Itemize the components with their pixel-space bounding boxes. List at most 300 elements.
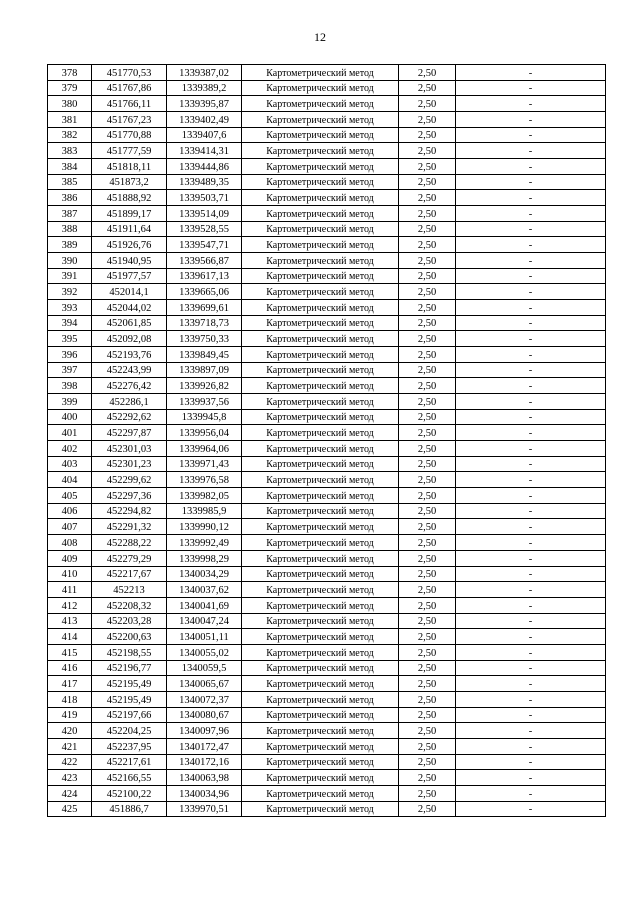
- accuracy-cell: 2,50: [399, 174, 456, 190]
- y-coordinate-cell: 1340172,16: [167, 754, 242, 770]
- x-coordinate-cell: 452299,62: [92, 472, 167, 488]
- extra-cell: -: [456, 707, 606, 723]
- accuracy-cell: 2,50: [399, 300, 456, 316]
- point-number-cell: 424: [48, 785, 92, 801]
- extra-cell: -: [456, 488, 606, 504]
- accuracy-cell: 2,50: [399, 347, 456, 363]
- extra-cell: -: [456, 691, 606, 707]
- method-cell: Картометрический метод: [242, 582, 399, 598]
- table-row: [48, 707, 606, 723]
- method-cell: Картометрический метод: [242, 707, 399, 723]
- accuracy-cell: 2,50: [399, 284, 456, 300]
- table-row: [48, 644, 606, 660]
- method-cell: Картометрический метод: [242, 347, 399, 363]
- extra-cell: -: [456, 425, 606, 441]
- extra-cell: -: [456, 394, 606, 410]
- y-coordinate-cell: 1339528,55: [167, 221, 242, 237]
- point-number-cell: 395: [48, 331, 92, 347]
- extra-cell: -: [456, 723, 606, 739]
- x-coordinate-cell: 451766,11: [92, 96, 167, 112]
- x-coordinate-cell: 451770,53: [92, 65, 167, 81]
- point-number-cell: 408: [48, 535, 92, 551]
- method-cell: Картометрический метод: [242, 221, 399, 237]
- table-row: [48, 503, 606, 519]
- extra-cell: -: [456, 456, 606, 472]
- y-coordinate-cell: 1339985,9: [167, 503, 242, 519]
- table-row: [48, 190, 606, 206]
- extra-cell: -: [456, 237, 606, 253]
- method-cell: Картометрический метод: [242, 300, 399, 316]
- table-row: [48, 409, 606, 425]
- point-number-cell: 393: [48, 300, 92, 316]
- coordinates-table: [47, 64, 606, 817]
- x-coordinate-cell: 452200,63: [92, 629, 167, 645]
- extra-cell: -: [456, 300, 606, 316]
- point-number-cell: 402: [48, 441, 92, 457]
- accuracy-cell: 2,50: [399, 441, 456, 457]
- point-number-cell: 400: [48, 409, 92, 425]
- method-cell: Картометрический метод: [242, 456, 399, 472]
- accuracy-cell: 2,50: [399, 253, 456, 269]
- table-row: [48, 754, 606, 770]
- x-coordinate-cell: 452166,55: [92, 770, 167, 786]
- extra-cell: -: [456, 80, 606, 96]
- method-cell: Картометрический метод: [242, 253, 399, 269]
- y-coordinate-cell: 1339503,71: [167, 190, 242, 206]
- y-coordinate-cell: 1339750,33: [167, 331, 242, 347]
- accuracy-cell: 2,50: [399, 237, 456, 253]
- x-coordinate-cell: 451777,59: [92, 143, 167, 159]
- y-coordinate-cell: 1339395,87: [167, 96, 242, 112]
- table-row: [48, 723, 606, 739]
- y-coordinate-cell: 1340097,96: [167, 723, 242, 739]
- extra-cell: -: [456, 472, 606, 488]
- extra-cell: -: [456, 503, 606, 519]
- x-coordinate-cell: 452061,85: [92, 315, 167, 331]
- method-cell: Картометрический метод: [242, 378, 399, 394]
- table-row: [48, 691, 606, 707]
- point-number-cell: 403: [48, 456, 92, 472]
- accuracy-cell: 2,50: [399, 394, 456, 410]
- point-number-cell: 412: [48, 597, 92, 613]
- accuracy-cell: 2,50: [399, 582, 456, 598]
- y-coordinate-cell: 1340072,37: [167, 691, 242, 707]
- extra-cell: -: [456, 770, 606, 786]
- method-cell: Картометрический метод: [242, 362, 399, 378]
- x-coordinate-cell: 451911,64: [92, 221, 167, 237]
- table-row: [48, 785, 606, 801]
- x-coordinate-cell: 451899,17: [92, 206, 167, 222]
- y-coordinate-cell: 1340037,62: [167, 582, 242, 598]
- x-coordinate-cell: 452301,03: [92, 441, 167, 457]
- table-row: [48, 394, 606, 410]
- x-coordinate-cell: 452217,61: [92, 754, 167, 770]
- point-number-cell: 387: [48, 206, 92, 222]
- y-coordinate-cell: 1339849,45: [167, 347, 242, 363]
- y-coordinate-cell: 1339937,56: [167, 394, 242, 410]
- point-number-cell: 382: [48, 127, 92, 143]
- x-coordinate-cell: 452204,25: [92, 723, 167, 739]
- x-coordinate-cell: 452286,1: [92, 394, 167, 410]
- table-row: [48, 347, 606, 363]
- point-number-cell: 389: [48, 237, 92, 253]
- y-coordinate-cell: 1339489,35: [167, 174, 242, 190]
- point-number-cell: 414: [48, 629, 92, 645]
- extra-cell: -: [456, 738, 606, 754]
- table-row: [48, 488, 606, 504]
- method-cell: Картометрический метод: [242, 488, 399, 504]
- extra-cell: -: [456, 613, 606, 629]
- y-coordinate-cell: 1340034,29: [167, 566, 242, 582]
- point-number-cell: 380: [48, 96, 92, 112]
- point-number-cell: 421: [48, 738, 92, 754]
- point-number-cell: 423: [48, 770, 92, 786]
- y-coordinate-cell: 1340065,67: [167, 676, 242, 692]
- y-coordinate-cell: 1339998,29: [167, 550, 242, 566]
- method-cell: Картометрический метод: [242, 785, 399, 801]
- method-cell: Картометрический метод: [242, 80, 399, 96]
- extra-cell: -: [456, 644, 606, 660]
- x-coordinate-cell: 451926,76: [92, 237, 167, 253]
- accuracy-cell: 2,50: [399, 268, 456, 284]
- extra-cell: -: [456, 127, 606, 143]
- extra-cell: -: [456, 362, 606, 378]
- accuracy-cell: 2,50: [399, 550, 456, 566]
- x-coordinate-cell: 452208,32: [92, 597, 167, 613]
- x-coordinate-cell: 452044,02: [92, 300, 167, 316]
- point-number-cell: 418: [48, 691, 92, 707]
- y-coordinate-cell: 1340080,67: [167, 707, 242, 723]
- extra-cell: -: [456, 65, 606, 81]
- table-row: [48, 597, 606, 613]
- accuracy-cell: 2,50: [399, 190, 456, 206]
- page-number: 12: [314, 30, 326, 44]
- x-coordinate-cell: 452100,22: [92, 785, 167, 801]
- point-number-cell: 420: [48, 723, 92, 739]
- point-number-cell: 378: [48, 65, 92, 81]
- accuracy-cell: 2,50: [399, 738, 456, 754]
- accuracy-cell: 2,50: [399, 456, 456, 472]
- y-coordinate-cell: 1339992,49: [167, 535, 242, 551]
- x-coordinate-cell: 451818,11: [92, 159, 167, 175]
- accuracy-cell: 2,50: [399, 613, 456, 629]
- method-cell: Картометрический метод: [242, 613, 399, 629]
- y-coordinate-cell: 1340041,69: [167, 597, 242, 613]
- x-coordinate-cell: 451770,88: [92, 127, 167, 143]
- y-coordinate-cell: 1339389,2: [167, 80, 242, 96]
- y-coordinate-cell: 1340034,96: [167, 785, 242, 801]
- accuracy-cell: 2,50: [399, 676, 456, 692]
- x-coordinate-cell: 452092,08: [92, 331, 167, 347]
- accuracy-cell: 2,50: [399, 409, 456, 425]
- extra-cell: -: [456, 174, 606, 190]
- x-coordinate-cell: 452292,62: [92, 409, 167, 425]
- table-row: [48, 300, 606, 316]
- point-number-cell: 422: [48, 754, 92, 770]
- method-cell: Картометрический метод: [242, 550, 399, 566]
- point-number-cell: 379: [48, 80, 92, 96]
- extra-cell: -: [456, 347, 606, 363]
- point-number-cell: 383: [48, 143, 92, 159]
- point-number-cell: 406: [48, 503, 92, 519]
- extra-cell: -: [456, 190, 606, 206]
- table-row: [48, 613, 606, 629]
- point-number-cell: 398: [48, 378, 92, 394]
- accuracy-cell: 2,50: [399, 159, 456, 175]
- extra-cell: -: [456, 409, 606, 425]
- table-row: [48, 456, 606, 472]
- accuracy-cell: 2,50: [399, 644, 456, 660]
- table-row: [48, 315, 606, 331]
- x-coordinate-cell: 452203,28: [92, 613, 167, 629]
- table-row: [48, 362, 606, 378]
- table-row: [48, 80, 606, 96]
- accuracy-cell: 2,50: [399, 425, 456, 441]
- extra-cell: -: [456, 535, 606, 551]
- accuracy-cell: 2,50: [399, 362, 456, 378]
- x-coordinate-cell: 451888,92: [92, 190, 167, 206]
- accuracy-cell: 2,50: [399, 127, 456, 143]
- point-number-cell: 416: [48, 660, 92, 676]
- point-number-cell: 392: [48, 284, 92, 300]
- accuracy-cell: 2,50: [399, 519, 456, 535]
- y-coordinate-cell: 1339971,43: [167, 456, 242, 472]
- extra-cell: -: [456, 582, 606, 598]
- table-row: [48, 550, 606, 566]
- y-coordinate-cell: 1339566,87: [167, 253, 242, 269]
- method-cell: Картометрический метод: [242, 315, 399, 331]
- accuracy-cell: 2,50: [399, 331, 456, 347]
- x-coordinate-cell: 451886,7: [92, 801, 167, 817]
- x-coordinate-cell: 452213: [92, 582, 167, 598]
- method-cell: Картометрический метод: [242, 268, 399, 284]
- accuracy-cell: 2,50: [399, 660, 456, 676]
- method-cell: Картометрический метод: [242, 472, 399, 488]
- point-number-cell: 397: [48, 362, 92, 378]
- extra-cell: -: [456, 676, 606, 692]
- accuracy-cell: 2,50: [399, 96, 456, 112]
- extra-cell: -: [456, 206, 606, 222]
- method-cell: Картометрический метод: [242, 660, 399, 676]
- extra-cell: -: [456, 441, 606, 457]
- y-coordinate-cell: 1339990,12: [167, 519, 242, 535]
- x-coordinate-cell: 452279,29: [92, 550, 167, 566]
- table-row: [48, 582, 606, 598]
- extra-cell: -: [456, 660, 606, 676]
- method-cell: Картометрический метод: [242, 644, 399, 660]
- accuracy-cell: 2,50: [399, 112, 456, 128]
- accuracy-cell: 2,50: [399, 488, 456, 504]
- table-row: [48, 738, 606, 754]
- table-row: [48, 629, 606, 645]
- point-number-cell: 404: [48, 472, 92, 488]
- accuracy-cell: 2,50: [399, 80, 456, 96]
- point-number-cell: 425: [48, 801, 92, 817]
- method-cell: Картометрический метод: [242, 691, 399, 707]
- accuracy-cell: 2,50: [399, 629, 456, 645]
- accuracy-cell: 2,50: [399, 770, 456, 786]
- point-number-cell: 390: [48, 253, 92, 269]
- x-coordinate-cell: 452237,95: [92, 738, 167, 754]
- point-number-cell: 399: [48, 394, 92, 410]
- x-coordinate-cell: 452197,66: [92, 707, 167, 723]
- point-number-cell: 405: [48, 488, 92, 504]
- table-row: [48, 331, 606, 347]
- y-coordinate-cell: 1339964,06: [167, 441, 242, 457]
- extra-cell: -: [456, 754, 606, 770]
- method-cell: Картометрический метод: [242, 629, 399, 645]
- coordinates-table-body: [48, 65, 606, 817]
- y-coordinate-cell: 1339718,73: [167, 315, 242, 331]
- table-row: [48, 378, 606, 394]
- y-coordinate-cell: 1339387,02: [167, 65, 242, 81]
- method-cell: Картометрический метод: [242, 174, 399, 190]
- method-cell: Картометрический метод: [242, 394, 399, 410]
- extra-cell: -: [456, 143, 606, 159]
- table-row: [48, 660, 606, 676]
- table-row: [48, 112, 606, 128]
- method-cell: Картометрический метод: [242, 159, 399, 175]
- x-coordinate-cell: 452294,82: [92, 503, 167, 519]
- extra-cell: -: [456, 331, 606, 347]
- y-coordinate-cell: 1340051,11: [167, 629, 242, 645]
- y-coordinate-cell: 1339945,8: [167, 409, 242, 425]
- extra-cell: -: [456, 550, 606, 566]
- method-cell: Картометрический метод: [242, 801, 399, 817]
- x-coordinate-cell: 452198,55: [92, 644, 167, 660]
- extra-cell: -: [456, 112, 606, 128]
- point-number-cell: 419: [48, 707, 92, 723]
- x-coordinate-cell: 452297,36: [92, 488, 167, 504]
- x-coordinate-cell: 451977,57: [92, 268, 167, 284]
- extra-cell: -: [456, 268, 606, 284]
- table-row: [48, 174, 606, 190]
- table-row: [48, 96, 606, 112]
- y-coordinate-cell: 1339514,09: [167, 206, 242, 222]
- method-cell: Картометрический метод: [242, 409, 399, 425]
- x-coordinate-cell: 452195,49: [92, 676, 167, 692]
- method-cell: Картометрический метод: [242, 206, 399, 222]
- point-number-cell: 411: [48, 582, 92, 598]
- point-number-cell: 410: [48, 566, 92, 582]
- point-number-cell: 401: [48, 425, 92, 441]
- extra-cell: -: [456, 221, 606, 237]
- method-cell: Картометрический метод: [242, 96, 399, 112]
- method-cell: Картометрический метод: [242, 112, 399, 128]
- y-coordinate-cell: 1339665,06: [167, 284, 242, 300]
- accuracy-cell: 2,50: [399, 206, 456, 222]
- table-row: [48, 159, 606, 175]
- extra-cell: -: [456, 566, 606, 582]
- extra-cell: -: [456, 378, 606, 394]
- accuracy-cell: 2,50: [399, 143, 456, 159]
- accuracy-cell: 2,50: [399, 221, 456, 237]
- extra-cell: -: [456, 315, 606, 331]
- method-cell: Картометрический метод: [242, 723, 399, 739]
- extra-cell: -: [456, 284, 606, 300]
- table-row: [48, 676, 606, 692]
- table-row: [48, 535, 606, 551]
- method-cell: Картометрический метод: [242, 738, 399, 754]
- extra-cell: -: [456, 629, 606, 645]
- accuracy-cell: 2,50: [399, 723, 456, 739]
- method-cell: Картометрический метод: [242, 190, 399, 206]
- table-row: [48, 441, 606, 457]
- y-coordinate-cell: 1339699,61: [167, 300, 242, 316]
- method-cell: Картометрический метод: [242, 519, 399, 535]
- method-cell: Картометрический метод: [242, 441, 399, 457]
- accuracy-cell: 2,50: [399, 566, 456, 582]
- extra-cell: -: [456, 801, 606, 817]
- x-coordinate-cell: 452014,1: [92, 284, 167, 300]
- x-coordinate-cell: 452196,77: [92, 660, 167, 676]
- y-coordinate-cell: 1340059,5: [167, 660, 242, 676]
- method-cell: Картометрический метод: [242, 237, 399, 253]
- y-coordinate-cell: 1339444,86: [167, 159, 242, 175]
- accuracy-cell: 2,50: [399, 472, 456, 488]
- point-number-cell: 409: [48, 550, 92, 566]
- x-coordinate-cell: 452288,22: [92, 535, 167, 551]
- method-cell: Картометрический метод: [242, 65, 399, 81]
- x-coordinate-cell: 451940,95: [92, 253, 167, 269]
- accuracy-cell: 2,50: [399, 801, 456, 817]
- accuracy-cell: 2,50: [399, 785, 456, 801]
- point-number-cell: 396: [48, 347, 92, 363]
- y-coordinate-cell: 1339970,51: [167, 801, 242, 817]
- table-row: [48, 770, 606, 786]
- table-row: [48, 253, 606, 269]
- method-cell: Картометрический метод: [242, 676, 399, 692]
- table-row: [48, 284, 606, 300]
- method-cell: Картометрический метод: [242, 284, 399, 300]
- y-coordinate-cell: 1339547,71: [167, 237, 242, 253]
- x-coordinate-cell: 452297,87: [92, 425, 167, 441]
- y-coordinate-cell: 1339617,13: [167, 268, 242, 284]
- extra-cell: -: [456, 253, 606, 269]
- x-coordinate-cell: 452301,23: [92, 456, 167, 472]
- table-row: [48, 206, 606, 222]
- point-number-cell: 407: [48, 519, 92, 535]
- extra-cell: -: [456, 597, 606, 613]
- x-coordinate-cell: 452193,76: [92, 347, 167, 363]
- table-row: [48, 519, 606, 535]
- extra-cell: -: [456, 785, 606, 801]
- x-coordinate-cell: 452195,49: [92, 691, 167, 707]
- accuracy-cell: 2,50: [399, 503, 456, 519]
- method-cell: Картометрический метод: [242, 535, 399, 551]
- extra-cell: -: [456, 159, 606, 175]
- y-coordinate-cell: 1339956,04: [167, 425, 242, 441]
- table-row: [48, 237, 606, 253]
- y-coordinate-cell: 1339414,31: [167, 143, 242, 159]
- y-coordinate-cell: 1339982,05: [167, 488, 242, 504]
- point-number-cell: 417: [48, 676, 92, 692]
- method-cell: Картометрический метод: [242, 754, 399, 770]
- x-coordinate-cell: 452276,42: [92, 378, 167, 394]
- method-cell: Картометрический метод: [242, 425, 399, 441]
- y-coordinate-cell: 1340063,98: [167, 770, 242, 786]
- table-row: [48, 65, 606, 81]
- x-coordinate-cell: 451873,2: [92, 174, 167, 190]
- extra-cell: -: [456, 519, 606, 535]
- point-number-cell: 391: [48, 268, 92, 284]
- y-coordinate-cell: 1340055,02: [167, 644, 242, 660]
- y-coordinate-cell: 1339407,6: [167, 127, 242, 143]
- table-row: [48, 425, 606, 441]
- method-cell: Картометрический метод: [242, 143, 399, 159]
- y-coordinate-cell: 1339897,09: [167, 362, 242, 378]
- y-coordinate-cell: 1339926,82: [167, 378, 242, 394]
